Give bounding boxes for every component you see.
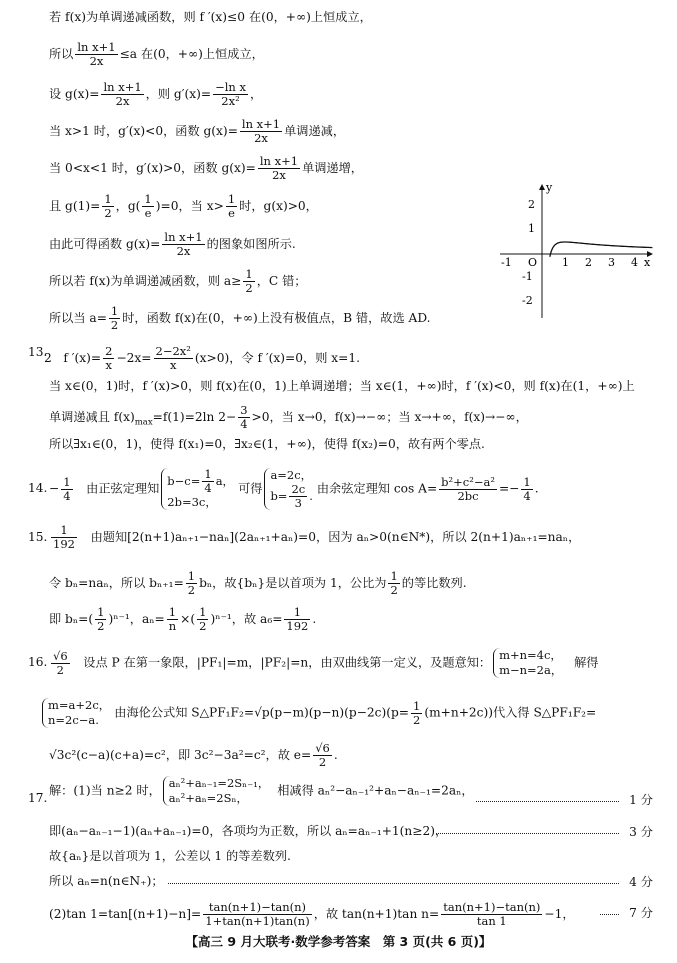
numerator: 1 <box>167 606 178 620</box>
text: . <box>534 481 539 496</box>
q13-line-2: 当 x∈(0，1)时，f ′(x)>0，则 f(x)在(0，1)上单调递增；当 x∈(1，+∞)时，f ′(x)<0，则 f(x)在(1，+∞)上 <box>49 379 635 393</box>
text: ≤a 在(0，+∞)上恒成立， <box>119 47 264 61</box>
denominator: 2 <box>245 281 253 295</box>
answer-fraction <box>51 524 77 551</box>
text: (m+n+2c))代入得 S△PF₁F₂= <box>424 705 597 720</box>
fraction <box>213 81 248 108</box>
text: 设点 P 在第一象限，|PF₁|=m，|PF₂|=n，由双曲线第一定义，及题意知： <box>83 655 492 670</box>
score-7: 7 分 <box>629 906 653 920</box>
numerator: 1 <box>97 605 105 619</box>
fraction <box>167 606 178 633</box>
denominator: 2x <box>115 94 130 108</box>
fraction <box>101 81 143 108</box>
numerator: 1 <box>390 569 398 583</box>
sys-row <box>167 467 235 495</box>
y-tick-1: 1 <box>528 222 535 235</box>
denominator: 192 <box>286 619 309 633</box>
function-graph <box>492 180 657 325</box>
numerator: 1 <box>144 192 152 206</box>
text: 单调递减， <box>284 124 346 138</box>
fraction <box>154 345 193 372</box>
sys-row: m+n=4c， <box>499 648 562 662</box>
text: 设 g(x)= <box>49 87 100 101</box>
numerator: ln x+1 <box>164 230 203 244</box>
text: 由题知[2(n+1)aₙ₊₁−naₙ](2aₙ₊₁+aₙ)=0，因为 aₙ>0(n∈N*)，所以 2(n+1)aₙ₊₁=naₙ， <box>90 530 581 544</box>
numerator: 2−2x² <box>155 344 191 358</box>
page-footer: 【高三 9 月大联考·数学参考答案 第 3 页(共 6 页)】 <box>185 934 492 949</box>
x-tick-neg1: -1 <box>501 256 512 269</box>
numerator: ln x+1 <box>103 80 142 94</box>
numerator: ln x+1 <box>259 154 299 168</box>
denominator: 4 <box>204 481 212 495</box>
numerator: 1 <box>199 605 207 619</box>
fraction <box>313 742 332 769</box>
equation-system <box>42 698 112 728</box>
fraction <box>441 901 542 928</box>
text: (2)tan 1=tan[(n+1)−n]= <box>49 907 202 921</box>
numerator: ln x+1 <box>241 117 281 131</box>
numerator: √6 <box>315 741 330 755</box>
x-tick-3: 3 <box>608 256 615 269</box>
text: 相减得 aₙ²−aₙ₋₁²+aₙ−aₙ₋₁=2aₙ， <box>277 783 474 798</box>
denominator: 1+tan(n+1)tan(n) <box>205 914 310 928</box>
q16-number: 16. <box>28 655 48 669</box>
text: 由此可得函数 g(x)= <box>49 237 161 251</box>
text: 令 bₙ=naₙ，所以 bₙ₊₁= <box>49 576 184 590</box>
denominator: 2 <box>199 619 207 633</box>
text: b−c= <box>167 473 201 488</box>
fraction <box>162 231 204 258</box>
fraction <box>243 268 254 295</box>
fraction <box>197 606 208 633</box>
denominator: 4 <box>240 417 248 431</box>
q17-line-5 <box>49 901 653 928</box>
text: 所以当 a= <box>49 311 107 325</box>
text: b= <box>270 488 288 503</box>
numerator: 1 <box>63 474 71 489</box>
text: −2x= <box>116 351 152 365</box>
numerator: 1 <box>110 304 119 318</box>
text: . <box>309 488 313 503</box>
answer-fraction <box>51 650 70 677</box>
x-axis-label: x <box>644 256 651 269</box>
text-line-5 <box>49 155 653 182</box>
denominator: 2 <box>390 583 398 597</box>
q17-number: 17. <box>28 791 48 805</box>
text: =f(1)=2ln 2− <box>152 410 237 424</box>
text: 单调递减且 f(x) <box>49 410 135 424</box>
numerator: tan(n+1)−tan(n) <box>203 901 311 915</box>
q15-line-3 <box>49 606 653 633</box>
fraction <box>226 193 237 220</box>
text-line-1: 若 f(x)为单调递减函数，则 f ′(x)≤0 在(0，+∞)上恒成立， <box>49 10 372 24</box>
numerator: b²+c²−a² <box>441 474 495 489</box>
sys-row <box>270 482 313 510</box>
q15-line-1 <box>49 524 653 551</box>
text: . <box>312 612 317 626</box>
denominator: tan 1 <box>476 914 507 928</box>
denominator: 2 <box>104 206 112 220</box>
text: 解得 <box>574 655 599 670</box>
q16-line-1 <box>49 648 653 678</box>
leader-dots <box>476 801 619 802</box>
text: f ′(x)= <box>63 351 102 365</box>
text: ×( <box>180 612 196 626</box>
text: 的图象如图所示. <box>206 237 296 251</box>
subscript: max <box>134 417 153 428</box>
fraction <box>186 570 197 597</box>
denominator: 2bc <box>457 488 479 503</box>
text: 时，g(x)>0， <box>239 199 318 213</box>
denominator: e <box>144 206 152 220</box>
text: )=0，当 x> <box>155 199 224 213</box>
text: 所以 <box>49 47 74 61</box>
fraction <box>258 155 300 182</box>
q17-line-3: 故{aₙ}是以首项为 1，公差以 1 的等差数列. <box>49 849 291 863</box>
numerator: 2 <box>105 344 113 358</box>
sys-row: m=a+2c， <box>48 698 111 712</box>
numerator: √6 <box>53 648 68 663</box>
equation-system <box>161 468 236 510</box>
denominator: n <box>168 619 177 633</box>
denominator: x <box>169 358 177 372</box>
text: 的等比数列. <box>401 576 467 590</box>
equation-system <box>264 468 314 510</box>
sys-row: a=2c， <box>270 468 313 482</box>
fraction <box>289 483 307 510</box>
text: 即 bₙ=( <box>49 612 94 626</box>
text: ，故 tan(n+1)tan n= <box>313 907 440 921</box>
text: bₙ，故{bₙ}是以首项为 1，公比为 <box>199 576 387 590</box>
y-tick-neg1: -1 <box>522 270 533 283</box>
denominator: 2x <box>272 168 286 182</box>
fraction <box>284 606 310 633</box>
fraction <box>388 570 399 597</box>
denominator: 2x <box>254 131 268 145</box>
q13-line-3 <box>49 404 653 431</box>
x-tick-2: 2 <box>585 256 592 269</box>
fraction <box>75 41 117 68</box>
q14-number: 14. <box>28 481 48 495</box>
answer-sign: − <box>49 481 60 496</box>
text: ， <box>249 87 263 101</box>
text: 所以若 f(x)为单调递减函数，则 a≥ <box>49 274 242 288</box>
fraction <box>238 404 249 431</box>
answer: 2 <box>44 351 52 365</box>
text: 时，函数 f(x)在(0，+∞)上没有极值点，B 错，故选 AD. <box>122 311 431 325</box>
text: 当 0<x<1 时，g′(x)>0，函数 g(x)= <box>49 161 256 175</box>
q13-line-4: 所以∃x₁∈(0，1)，使得 f(x₁)=0，∃x₂∈(1，+∞)，使得 f(x₂)=0，故有两个零点. <box>49 437 485 451</box>
numerator: 1 <box>104 192 112 206</box>
fraction <box>439 476 497 503</box>
numerator: 3 <box>240 403 248 417</box>
fraction <box>109 305 120 332</box>
leader-dots <box>168 883 619 884</box>
leader-dots <box>600 914 619 915</box>
text: 由海伦公式知 S△PF₁F₂=√p(p−m)(p−n)(p−2c)(p= <box>114 705 410 720</box>
text: −1， <box>544 907 575 921</box>
text: 解：(1)当 n≥2 时， <box>49 783 161 798</box>
denominator: 2 <box>110 318 119 332</box>
text: )ⁿ⁻¹，故 a₆= <box>210 612 283 626</box>
q15-number: 15. <box>28 530 48 544</box>
denominator: 2x² <box>221 94 240 108</box>
numerator: 1 <box>187 569 196 583</box>
text: √3c²(c−a)(c+a)=c²，即 3c²−3a²=c²，故 e= <box>49 748 312 762</box>
numerator: 1 <box>51 524 77 538</box>
denominator: e <box>228 206 235 220</box>
sys-row: n=2c−a. <box>48 713 99 727</box>
text-line-4 <box>49 118 653 145</box>
text: 可得 <box>238 481 263 496</box>
numerator: 1 <box>284 606 310 620</box>
q16-line-2 <box>40 698 653 728</box>
curve-g <box>550 242 653 257</box>
sys-row: m−n=2a， <box>499 663 563 677</box>
denominator: 2 <box>97 619 105 633</box>
numerator: −ln x <box>215 80 246 94</box>
denominator: 3 <box>294 496 302 510</box>
numerator: tan(n+1)−tan(n) <box>443 900 541 914</box>
fraction <box>240 118 282 145</box>
fraction <box>103 345 114 372</box>
text: 由正弦定理知 <box>86 481 160 496</box>
text: ，C 错； <box>256 274 307 288</box>
denominator: 2 <box>56 662 64 677</box>
denominator: x <box>105 358 113 372</box>
score-3: 3 分 <box>629 825 653 839</box>
answer-fraction <box>61 476 72 503</box>
denominator: 2 <box>318 755 327 769</box>
q16-line-3 <box>49 742 653 769</box>
text: >0，当 x→0，f(x)→−∞；当 x→+∞，f(x)→−∞， <box>251 410 528 424</box>
text: ，则 g′(x)= <box>145 87 212 101</box>
text-line-3 <box>49 81 653 108</box>
denominator: 4 <box>523 488 531 503</box>
denominator: 2 <box>413 712 421 727</box>
x-tick-1: 1 <box>562 256 569 269</box>
text: a， <box>215 473 235 488</box>
q17-line-2: 即(aₙ−aₙ₋₁−1)(aₙ+aₙ₋₁)=0，各项均为正数，所以 aₙ=aₙ₋₁+1(n≥2)， <box>49 824 448 838</box>
equation-system <box>493 648 564 678</box>
denominator: 2x <box>89 54 104 68</box>
fraction <box>102 193 113 220</box>
fraction <box>142 193 153 220</box>
text: =− <box>498 481 520 496</box>
denominator: 4 <box>63 488 71 503</box>
numerator: 1 <box>245 267 253 281</box>
text: 当 x>1 时，g′(x)<0，函数 g(x)= <box>49 124 238 138</box>
text-line-2 <box>49 41 653 68</box>
score-4: 4 分 <box>629 875 653 889</box>
fraction <box>521 476 532 503</box>
y-axis-label: y <box>546 181 553 194</box>
text: )ⁿ⁻¹，aₙ= <box>108 612 165 626</box>
text: ，g( <box>115 199 141 213</box>
sys-row: 2b=3c， <box>167 495 217 509</box>
q14-line <box>49 468 653 510</box>
q15-line-2 <box>49 570 653 597</box>
equation-system <box>163 776 272 806</box>
q17-line-4: 所以 aₙ=n(n∈N₊)； <box>49 874 164 888</box>
q13-number: 13. <box>28 345 48 359</box>
denominator: 2 <box>187 583 196 597</box>
numerator: 1 <box>204 467 212 481</box>
text: . <box>333 748 338 762</box>
leader-dots <box>436 833 619 834</box>
text: 单调递增， <box>302 161 363 175</box>
numerator: 2c <box>291 482 306 496</box>
sys-row: aₙ²+aₙ=2Sₙ， <box>168 791 248 805</box>
numerator: 1 <box>227 192 236 206</box>
fraction <box>203 901 311 928</box>
numerator: 1 <box>523 474 531 489</box>
y-tick-2: 2 <box>528 198 535 211</box>
origin-label: O <box>528 256 538 269</box>
text: (x>0)，令 f ′(x)=0，则 x=1. <box>194 351 360 365</box>
fraction <box>202 468 213 495</box>
text: 由余弦定理知 cos A= <box>316 481 438 496</box>
numerator: ln x+1 <box>77 40 116 54</box>
fraction <box>95 606 106 633</box>
numerator: 1 <box>413 698 421 713</box>
x-tick-4: 4 <box>631 256 638 269</box>
denominator: 192 <box>53 537 75 551</box>
sys-row: aₙ²+aₙ₋₁=2Sₙ₋₁， <box>168 776 270 790</box>
fraction <box>411 700 422 727</box>
denominator: 2x <box>176 244 191 258</box>
q13-line-1 <box>44 345 653 372</box>
text: 且 g(1)= <box>49 199 101 213</box>
y-tick-neg2: -2 <box>522 294 533 307</box>
score-1: 1 分 <box>629 793 653 807</box>
